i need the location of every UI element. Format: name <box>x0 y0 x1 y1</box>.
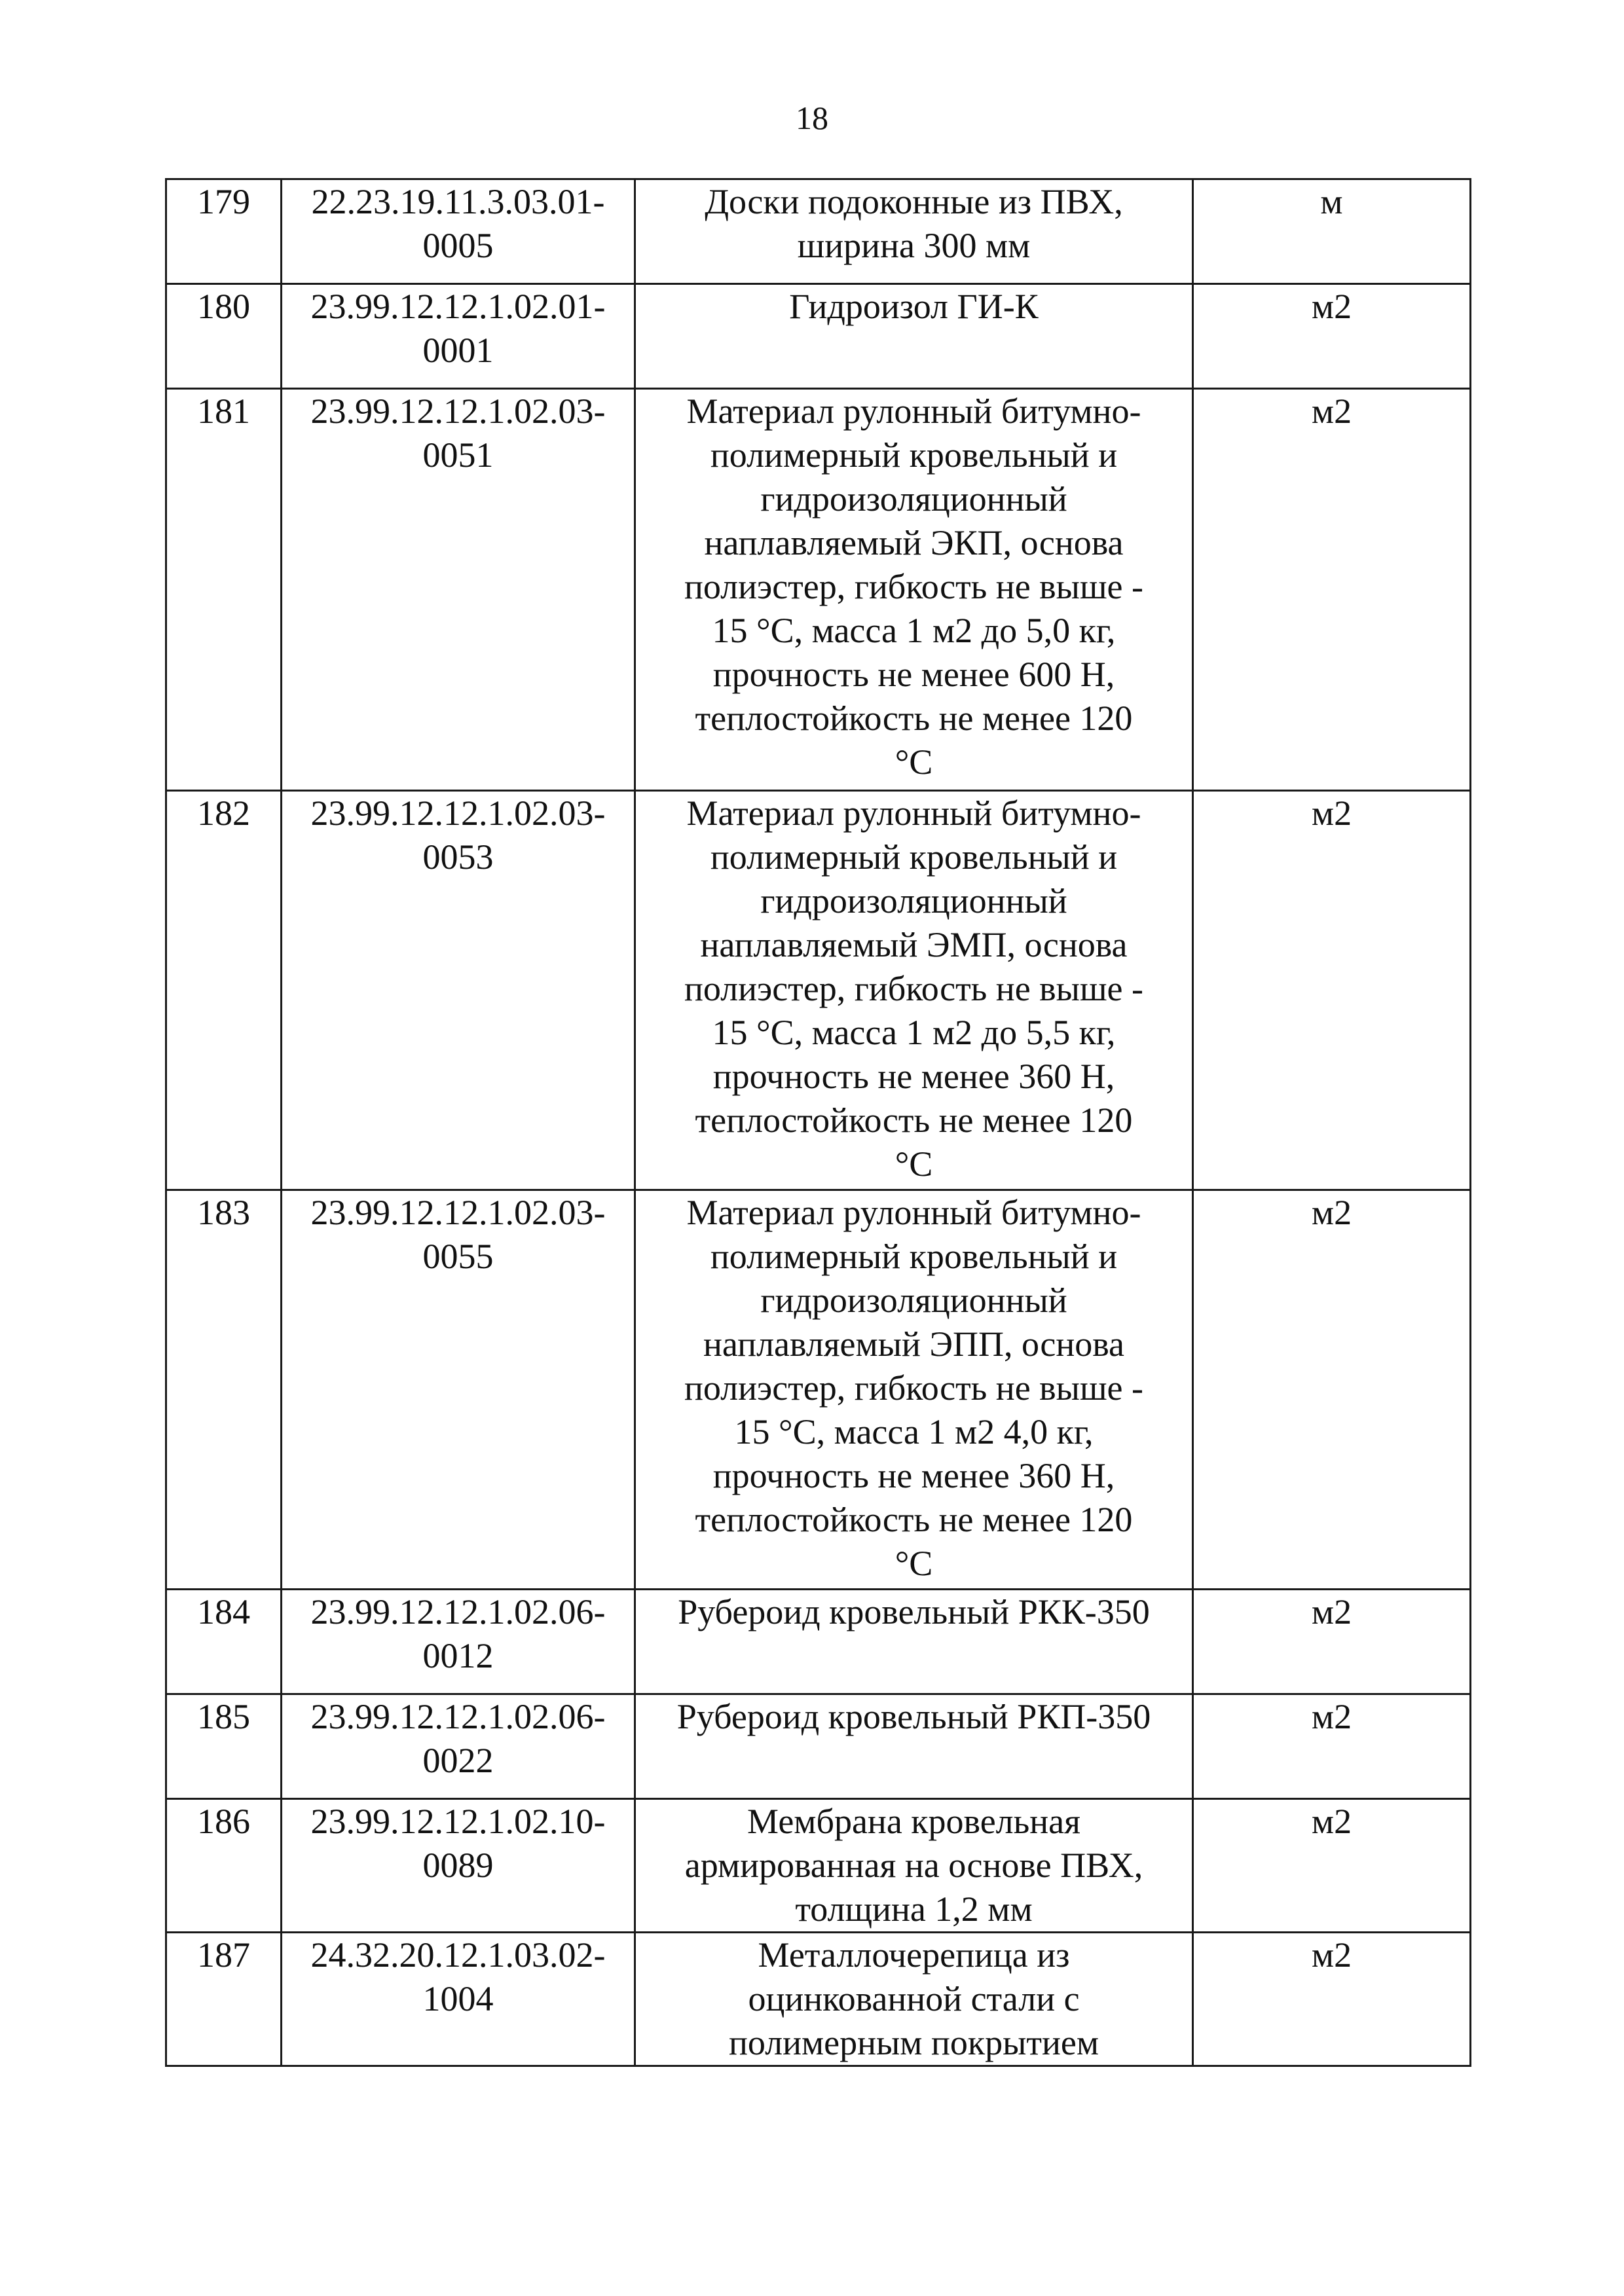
resource-code: 23.99.12.12.1.02.03- 0055 <box>282 1190 635 1590</box>
resource-name: Материал рулонный битумно- полимерный кровельный и гидроизоляционный наплавляемый ЭПП, основа полиэстер, гибкость не выше - 15 °С, масса 1 м2 4,0 кг, прочность не менее 360 Н, теплостойкость не менее 120 °С <box>635 1190 1193 1590</box>
unit-of-measure: м2 <box>1193 1190 1471 1590</box>
resource-code: 23.99.12.12.1.02.10- 0089 <box>282 1799 635 1933</box>
resource-code: 23.99.12.12.1.02.03- 0053 <box>282 791 635 1190</box>
row-number: 186 <box>166 1799 282 1933</box>
unit-of-measure: м2 <box>1193 1799 1471 1933</box>
resource-code: 23.99.12.12.1.02.06- 0012 <box>282 1590 635 1694</box>
unit-of-measure: м2 <box>1193 1933 1471 2066</box>
unit-of-measure: м2 <box>1193 1694 1471 1799</box>
page-number: 18 <box>796 100 828 136</box>
resource-code: 23.99.12.12.1.02.06- 0022 <box>282 1694 635 1799</box>
unit-of-measure: м2 <box>1193 389 1471 791</box>
materials-table <box>165 178 1471 2067</box>
row-number: 183 <box>166 1190 282 1590</box>
resource-code: 22.23.19.11.3.03.01- 0005 <box>282 179 635 284</box>
table-row <box>166 1933 1471 2066</box>
table-row <box>166 1590 1471 1694</box>
row-number: 187 <box>166 1933 282 2066</box>
row-number: 180 <box>166 284 282 389</box>
unit-of-measure: м2 <box>1193 284 1471 389</box>
resource-name: Материал рулонный битумно- полимерный кровельный и гидроизоляционный наплавляемый ЭМП, основа полиэстер, гибкость не выше - 15 °С, масса 1 м2 до 5,5 кг, прочность не менее 360 Н, теплостойкость не менее 120 °С <box>635 791 1193 1190</box>
table-row <box>166 1190 1471 1590</box>
resource-name: Мембрана кровельная армированная на основе ПВХ, толщина 1,2 мм <box>635 1799 1193 1933</box>
resource-name: Рубероид кровельный РКК-350 <box>635 1590 1193 1694</box>
table-row <box>166 1694 1471 1799</box>
table-row <box>166 791 1471 1190</box>
table-row <box>166 179 1471 284</box>
row-number: 185 <box>166 1694 282 1799</box>
resource-name: Рубероид кровельный РКП-350 <box>635 1694 1193 1799</box>
row-number: 184 <box>166 1590 282 1694</box>
row-number: 182 <box>166 791 282 1190</box>
resource-code: 23.99.12.12.1.02.03- 0051 <box>282 389 635 791</box>
unit-of-measure: м2 <box>1193 791 1471 1190</box>
unit-of-measure: м2 <box>1193 1590 1471 1694</box>
resource-code: 23.99.12.12.1.02.01- 0001 <box>282 284 635 389</box>
table-row <box>166 1799 1471 1933</box>
resource-name: Металлочерепица из оцинкованной стали с полимерным покрытием <box>635 1933 1193 2066</box>
unit-of-measure: м <box>1193 179 1471 284</box>
resource-name: Гидроизол ГИ-К <box>635 284 1193 389</box>
resource-code: 24.32.20.12.1.03.02- 1004 <box>282 1933 635 2066</box>
row-number: 181 <box>166 389 282 791</box>
row-number: 179 <box>166 179 282 284</box>
table-row <box>166 389 1471 791</box>
table-row <box>166 284 1471 389</box>
resource-name: Доски подоконные из ПВХ, ширина 300 мм <box>635 179 1193 284</box>
resource-name: Материал рулонный битумно- полимерный кровельный и гидроизоляционный наплавляемый ЭКП, основа полиэстер, гибкость не выше - 15 °С, масса 1 м2 до 5,0 кг, прочность не менее 600 Н, теплостойкость не менее 120 °С <box>635 389 1193 791</box>
